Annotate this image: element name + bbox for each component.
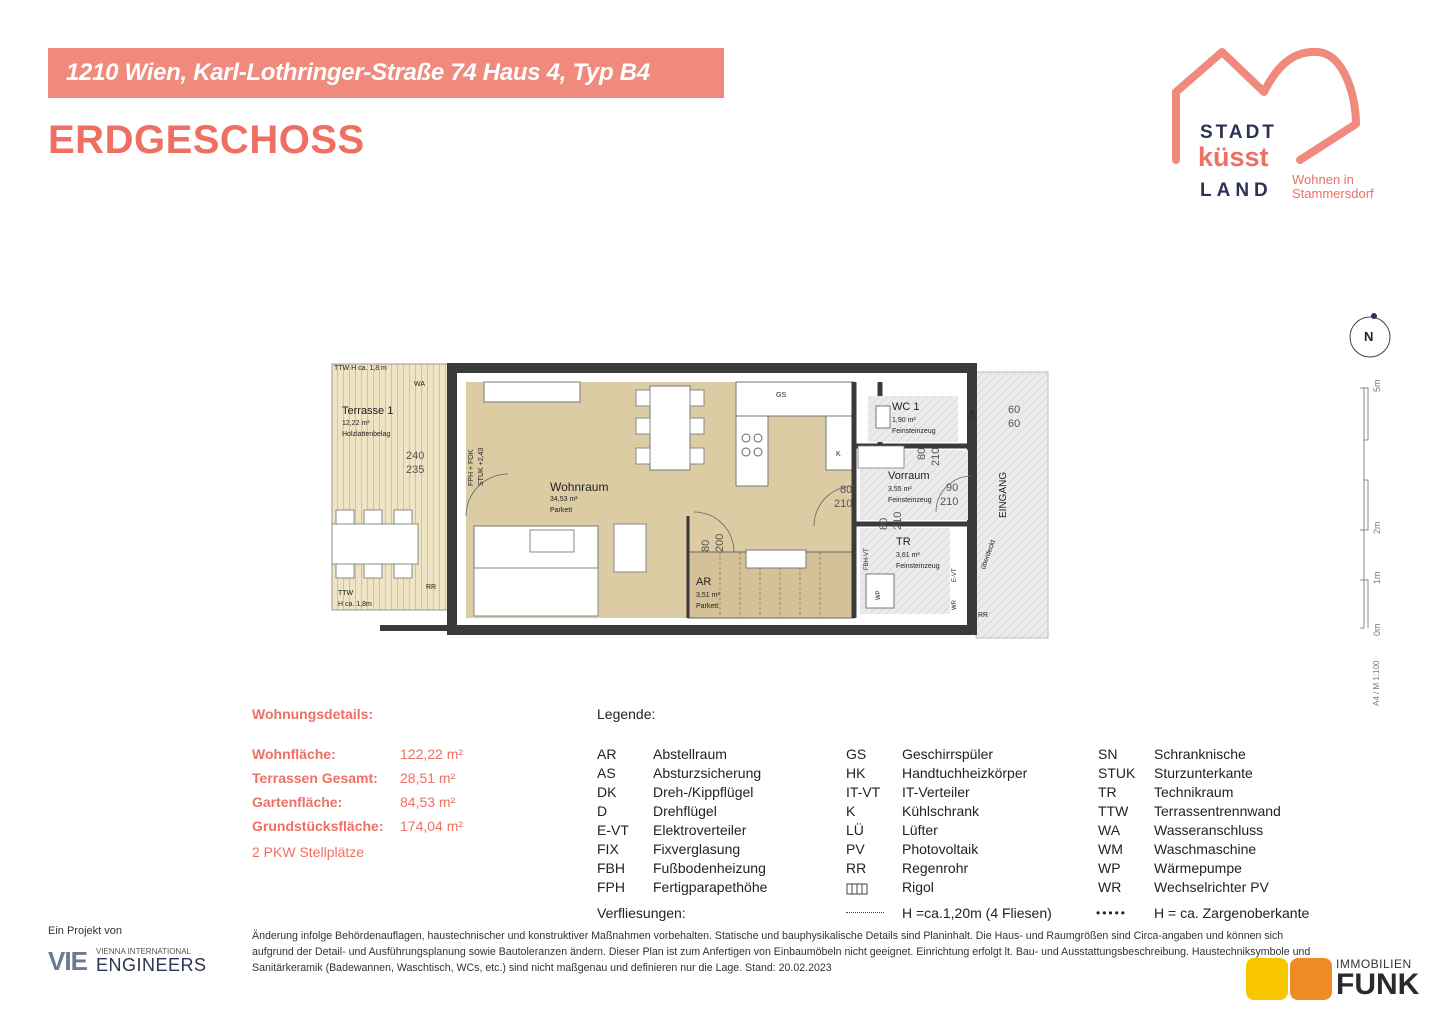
- compass-label: N: [1364, 329, 1374, 344]
- detail-value: 122,22 m²: [400, 746, 464, 762]
- legend-desc: Drehflügel: [653, 803, 717, 819]
- legend-abbr: DK: [597, 784, 617, 800]
- label-terrasse-floor: Holzlattenbelag: [342, 431, 391, 438]
- label-wa: WA: [414, 381, 426, 388]
- label-240: 240: [406, 450, 425, 462]
- label-ar-area: 3,51 m²: [696, 592, 720, 599]
- legend-abbr: K: [846, 803, 856, 819]
- legend-desc: IT-Verteiler: [902, 784, 970, 800]
- legend-abbr: GS: [846, 746, 867, 762]
- label-vorraum-floor: Feinsteinzeug: [888, 497, 932, 504]
- detail-label: Gartenfläche:: [252, 794, 343, 810]
- kitchen-island: [736, 416, 768, 486]
- label-wc-floor: Feinsteinzeug: [892, 428, 936, 435]
- label-door-80d: 80: [878, 517, 890, 530]
- funk-big: FUNK: [1336, 968, 1420, 1001]
- projekt-label: Ein Projekt von: [48, 925, 122, 937]
- label-ar-floor: Parkett: [696, 603, 719, 610]
- armchair: [614, 524, 646, 572]
- scale-bar-graphic: [1352, 380, 1392, 640]
- funk-yellow-square: [1246, 958, 1288, 1000]
- label-ar: AR: [696, 576, 712, 588]
- legend-desc: Elektroverteiler: [653, 822, 747, 838]
- scale-label-1m: 1m: [1372, 571, 1382, 584]
- fliesen-a: H =ca.1,20m (4 Fliesen): [902, 905, 1052, 921]
- legend-abbr: D: [597, 803, 608, 819]
- terrace-table: [332, 524, 418, 564]
- label-rr-left: RR: [426, 584, 437, 591]
- legend-desc: Dreh-/Kippflügel: [653, 784, 754, 800]
- label-wohnraum-floor: Parkett: [550, 507, 573, 514]
- fliesen-b: H = ca. Zargenoberkante: [1154, 905, 1310, 921]
- label-fbh: FBH-VT: [864, 548, 870, 570]
- label-vorraum: Vorraum: [888, 470, 930, 482]
- label-door-80c: 80: [916, 447, 928, 460]
- legend-desc: Handtuchheizkörper: [902, 765, 1028, 781]
- legend-desc: Absturzsicherung: [653, 765, 762, 781]
- legend-desc: Abstellraum: [653, 746, 727, 762]
- kitchen-counter: [736, 382, 854, 416]
- label-dk: DK: [970, 409, 976, 418]
- legend-desc: Terrassentrennwand: [1154, 803, 1281, 819]
- scale-label-2m: 2m: [1372, 521, 1382, 534]
- legend-abbr: TR: [1098, 784, 1117, 800]
- label-wp: WP: [876, 590, 882, 600]
- legend-abbr: LÜ: [846, 822, 864, 838]
- legend-desc: Waschmaschine: [1154, 841, 1257, 857]
- legend-abbr: FPH: [597, 879, 625, 895]
- legend-abbr: SN: [1098, 746, 1118, 762]
- label-tr: TR: [896, 536, 911, 548]
- legend-abbr: WM: [1098, 841, 1123, 857]
- logo-land: LAND: [1200, 180, 1273, 201]
- label-door-210a: 210: [834, 498, 853, 510]
- label-stuk: STUK +2,43: [478, 447, 485, 486]
- logo-stadt: STADT: [1200, 122, 1277, 143]
- vie-small: VIENNA INTERNATIONAL: [96, 947, 191, 956]
- legend-abbr: PV: [846, 841, 865, 857]
- label-rr-right: RR: [978, 612, 989, 619]
- legend-heading: Legende:: [597, 706, 656, 722]
- details-heading: Wohnungsdetails:: [252, 706, 374, 722]
- funk-logo: [1246, 958, 1436, 1002]
- label-eingang: EINGANG: [998, 471, 1009, 518]
- legend-abbr: RR: [846, 860, 867, 876]
- label-ttw-top: TTW H ca. 1,8 m: [334, 365, 387, 372]
- label-fph: FPH + FOK: [468, 449, 475, 486]
- legend-desc: Wasseranschluss: [1154, 822, 1264, 838]
- detail-value: 28,51 m²: [400, 770, 456, 786]
- legend-abbr: WR: [1098, 879, 1122, 895]
- scale-bar: [1352, 380, 1392, 710]
- legend-desc: Fußbodenheizung: [653, 860, 766, 876]
- label-ttw-bottom: TTW: [338, 590, 354, 597]
- scale-note: A4 / M 1:100: [1372, 660, 1381, 706]
- label-terrasse: Terrasse 1: [342, 405, 394, 417]
- detail-label: Wohnfläche:: [252, 746, 336, 762]
- dots-icon: •••••: [1096, 906, 1128, 920]
- vie-big: ENGINEERS: [96, 955, 207, 975]
- legend-abbr: WA: [1098, 822, 1121, 838]
- label-door-80b: 80: [700, 539, 712, 552]
- vie-logo: [48, 946, 208, 976]
- floor-plan: [320, 356, 1060, 646]
- legend-desc: Regenrohr: [902, 860, 969, 876]
- legend-desc: Lüfter: [902, 822, 938, 838]
- detail-label: Grundstücksfläche:: [252, 818, 384, 834]
- label-k: K: [836, 451, 841, 458]
- label-235: 235: [406, 464, 425, 476]
- legend-abbr: FIX: [597, 841, 619, 857]
- logo-kuesst: küsst: [1198, 142, 1269, 172]
- legend-abbr: HK: [846, 765, 866, 781]
- rigol-icon: [846, 883, 868, 895]
- dining-table: [650, 386, 690, 470]
- label-ev: E-VT: [952, 568, 958, 582]
- label-wc-area: 1,90 m²: [892, 417, 916, 424]
- detail-label: Terrassen Gesamt:: [252, 770, 378, 786]
- label-door-210c: 210: [892, 511, 904, 530]
- disclaimer-text: Änderung infolge Behördenauflagen, haustechnischer und konstruktiver Maßnahmen vorbehalten. Statische und bauphysikalische Details sind Planinhalt. Die Haus- und Raumgrößen sind Circa-angaben und können sich aufgrund der Detail- und Ausführungsplanung sowie Bautoleranzen ändern. Dieser Plan ist zum Anfertigen von Einbaumöbeln nicht geeignet. Einrichtung erfolgt lt. Bau- und Ausstattungsbeschreibung. Haustechniksymbole und Sanitärkeramik (Badewannen, Waschtisch, WCs, etc.) sind nicht maßgenau und definieren nur die Lage. Stand: 20.02.2023: [252, 930, 1311, 974]
- legend-desc: Fertigparapethöhe: [653, 879, 768, 895]
- label-wc: WC 1: [892, 401, 920, 413]
- legend-desc: Schranknische: [1154, 746, 1246, 762]
- label-wohnraum: Wohnraum: [550, 480, 609, 494]
- legend-abbr: WP: [1098, 860, 1121, 876]
- label-door-90: 90: [946, 482, 959, 494]
- legend-abbr: IT-VT: [846, 784, 881, 800]
- parking-info: 2 PKW Stellplätze: [252, 844, 365, 860]
- north-compass: [1348, 312, 1392, 360]
- legend-abbr: AS: [597, 765, 616, 781]
- legend-desc: Sturzunterkante: [1154, 765, 1253, 781]
- funk-small: IMMOBILIEN: [1336, 957, 1412, 971]
- dotted-line-icon: [846, 912, 884, 913]
- label-60b: 60: [1008, 418, 1021, 430]
- logo-tagline-1: Wohnen in: [1292, 172, 1354, 187]
- legend-abbr: STUK: [1098, 765, 1136, 781]
- legend-desc: Kühlschrank: [902, 803, 980, 819]
- label-door-80a: 80: [840, 484, 853, 496]
- legend-abbr: TTW: [1098, 803, 1129, 819]
- label-door-210b: 210: [930, 447, 942, 466]
- floor-title: ERDGESCHOSS: [48, 118, 365, 162]
- fliesen-label: Verfliesungen:: [597, 905, 686, 921]
- scale-label-5m: 5m: [1372, 379, 1382, 392]
- logo-tagline-2: Stammersdorf: [1292, 186, 1374, 201]
- address-banner: 1210 Wien, Karl-Lothringer-Straße 74 Haus 4, Typ B4: [48, 48, 724, 98]
- label-wr: WR: [952, 600, 958, 610]
- vie-mark: VIE: [48, 946, 87, 976]
- label-wohnraum-area: 34,53 m²: [550, 496, 578, 503]
- legend-abbr: AR: [597, 746, 617, 762]
- legend-desc: Rigol: [902, 879, 934, 895]
- label-ttw-bottom-h: H ca. 1,8m: [338, 601, 372, 608]
- stadt-kuesst-land-logo: [1168, 44, 1398, 214]
- legend-abbr: FBH: [597, 860, 625, 876]
- label-60a: 60: [1008, 404, 1021, 416]
- legend-desc: Geschirrspüler: [902, 746, 994, 762]
- legend-desc: Photovoltaik: [902, 841, 979, 857]
- funk-orange-square: [1290, 958, 1332, 1000]
- scale-label-0m: 0m: [1372, 623, 1382, 636]
- label-door-210d: 210: [940, 496, 959, 508]
- legend-desc: Fixverglasung: [653, 841, 741, 857]
- detail-value: 84,53 m²: [400, 794, 456, 810]
- legend-desc: Technikraum: [1154, 784, 1234, 800]
- label-tr-area: 3,61 m²: [896, 552, 920, 559]
- legend-abbr: E-VT: [597, 822, 629, 838]
- detail-value: 174,04 m²: [400, 818, 464, 834]
- legend-desc: Wärmepumpe: [1154, 860, 1242, 876]
- label-ueberdeckt: überdeckt: [980, 539, 998, 571]
- label-terrasse-area: 12,22 m²: [342, 420, 370, 427]
- label-gs: GS: [776, 392, 787, 399]
- label-door-200: 200: [714, 533, 726, 552]
- label-vorraum-area: 3,55 m²: [888, 486, 912, 493]
- legend-desc: Wechselrichter PV: [1154, 879, 1269, 895]
- label-tr-floor: Feinsteinzeug: [896, 563, 940, 570]
